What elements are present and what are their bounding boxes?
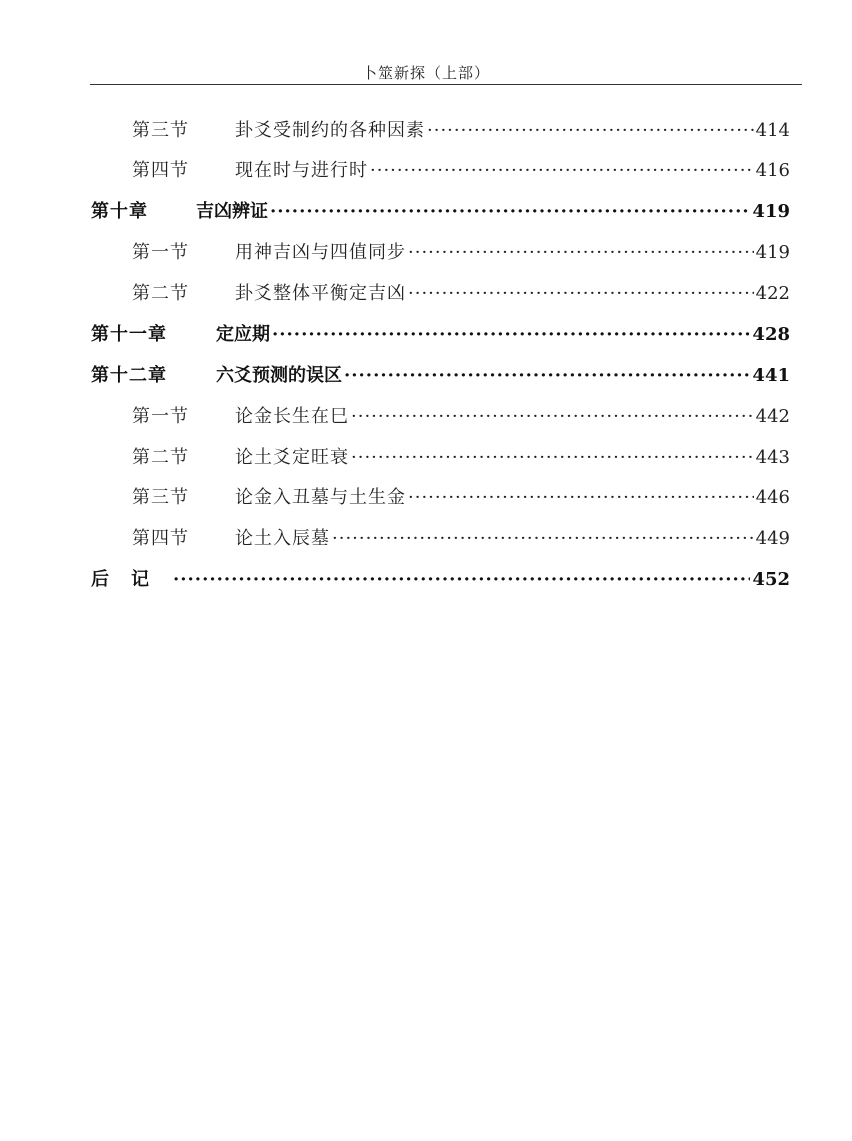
toc-entry-page: 443 <box>755 447 790 468</box>
toc-leader-dots <box>408 483 754 513</box>
toc-entry-number: 第一节 <box>132 406 189 427</box>
toc-entry-page: 446 <box>755 487 790 508</box>
toc-entry-page: 449 <box>755 528 790 549</box>
toc-entry-page: 441 <box>752 365 790 386</box>
toc-entry-number: 第十章 <box>91 201 148 222</box>
toc-leader-dots <box>408 238 754 268</box>
toc-entry-section[interactable] <box>0 524 852 554</box>
toc-entry-title: 论金长生在巳 <box>235 406 349 427</box>
toc-leader-dots <box>351 443 754 473</box>
toc-entry-section[interactable] <box>0 156 852 186</box>
toc-entry-number: 第十一章 <box>91 324 167 345</box>
toc-entry-page: 442 <box>755 406 790 427</box>
toc-entry-number: 第四节 <box>132 528 189 549</box>
toc-entry-title: 现在时与进行时 <box>235 160 368 181</box>
toc-leader-dots <box>427 116 754 146</box>
toc-entry-title: 吉凶辨证 <box>196 201 268 222</box>
toc-leader-dots <box>351 402 754 432</box>
toc-leader-dots <box>370 156 754 186</box>
toc-entry-title: 论土爻定旺衰 <box>235 447 349 468</box>
toc-entry-number: 第二节 <box>132 447 189 468</box>
toc-entry-number: 第三节 <box>132 487 189 508</box>
toc-entry-number: 第一节 <box>132 242 189 263</box>
toc-entry-page: 428 <box>752 324 790 345</box>
toc-leader-dots <box>332 524 754 554</box>
toc-entry-number: 第四节 <box>132 160 189 181</box>
toc-entry-number: 第三节 <box>132 120 189 141</box>
toc-leader-dots <box>344 361 750 391</box>
toc-entry-postscript[interactable] <box>0 565 852 595</box>
toc-entry-page: 414 <box>755 120 790 141</box>
toc-entry-section[interactable] <box>0 443 852 473</box>
toc-entry-title: 卦爻整体平衡定吉凶 <box>235 283 406 304</box>
toc-entry-page: 452 <box>752 569 790 590</box>
toc-entry-section[interactable] <box>0 279 852 309</box>
running-header: 卜筮新探（上部） <box>361 64 490 82</box>
toc-entry-chapter[interactable] <box>0 197 852 227</box>
toc-entry-section[interactable] <box>0 402 852 432</box>
toc-entry-number: 第十二章 <box>91 365 167 386</box>
toc-entry-page: 422 <box>755 283 790 304</box>
toc-entry-section[interactable] <box>0 483 852 513</box>
toc-entry-title: 定应期 <box>216 324 270 345</box>
toc-leader-dots <box>173 565 750 595</box>
toc-entry-number: 第二节 <box>132 283 189 304</box>
toc-leader-dots <box>270 197 750 227</box>
toc-entry-page: 419 <box>755 242 790 263</box>
toc-entry-title: 六爻预测的误区 <box>216 365 342 386</box>
toc-entry-chapter[interactable] <box>0 361 852 391</box>
toc-entry-title: 后记 <box>91 569 171 590</box>
toc-entry-title: 论土入辰墓 <box>235 528 330 549</box>
toc-entry-title: 论金入丑墓与土生金 <box>235 487 406 508</box>
toc-entry-title: 卦爻受制约的各种因素 <box>235 120 425 141</box>
toc-leader-dots <box>272 320 750 350</box>
toc-entry-page: 416 <box>755 160 790 181</box>
toc-entry-page: 419 <box>752 201 790 222</box>
toc-leader-dots <box>408 279 754 309</box>
toc-entry-chapter[interactable] <box>0 320 852 350</box>
toc-entry-title: 用神吉凶与四值同步 <box>235 242 406 263</box>
toc-entry-section[interactable] <box>0 238 852 268</box>
toc-entry-section[interactable] <box>0 116 852 146</box>
